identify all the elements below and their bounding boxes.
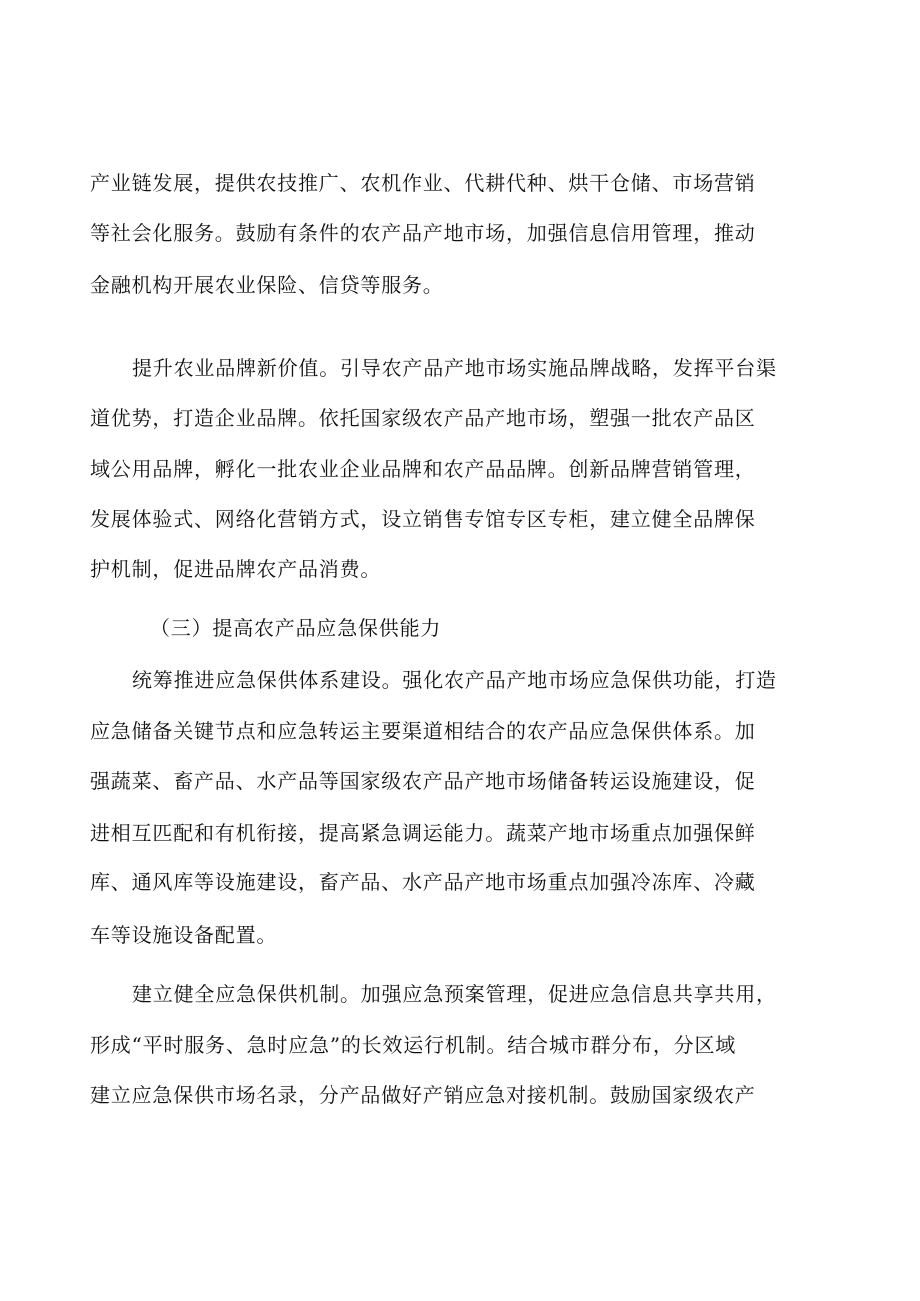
paragraph-4-line-1: 建立健全应急保供机制。加强应急预案管理，促进应急信息共享共用， — [132, 982, 777, 1006]
paragraph-3-line-5: 库、通风库等设施建设，畜产品、水产品产地市场重点加强冷冻库、冷藏 — [90, 870, 756, 894]
paragraph-3-line-3: 强蔬菜、畜产品、水产品等国家级农产品产地市场储备转运设施建设，促 — [90, 769, 756, 793]
paragraph-2-line-5: 护机制，促进品牌农产品消费。 — [90, 557, 382, 581]
paragraph-2-line-3: 域公用品牌，孵化一批农业企业品牌和农产品品牌。创新品牌营销管理， — [90, 457, 756, 481]
paragraph-4-line-3: 建立应急保供市场名录，分产品做好产销应急对接机制。鼓励国家级农产 — [90, 1083, 756, 1107]
paragraph-2-line-1: 提升农业品牌新价值。引导农产品产地市场实施品牌战略，发挥平台渠 — [132, 356, 777, 380]
paragraph-3-line-4: 进相互匹配和有机衔接，提高紧急调运能力。蔬菜产地市场重点加强保鲜 — [90, 821, 756, 845]
paragraph-3-line-2: 应急储备关键节点和应急转运主要渠道相结合的农产品应急保供体系。加 — [90, 719, 756, 743]
paragraph-3-line-1: 统筹推进应急保供体系建设。强化农产品产地市场应急保供功能，打造 — [132, 668, 777, 692]
paragraph-3-line-6: 车等设施设备配置。 — [90, 923, 278, 947]
paragraph-4-line-2: 形成“平时服务、急时应急”的长效运行机制。结合城市群分布，分区域 — [90, 1033, 737, 1057]
paragraph-1-line-2: 等社会化服务。鼓励有条件的农产品产地市场，加强信息信用管理，推动 — [90, 221, 756, 245]
paragraph-2-line-2: 道优势，打造企业品牌。依托国家级农产品产地市场，塑强一批农产品区 — [90, 406, 756, 430]
paragraph-1-line-1: 产业链发展，提供农技推广、农机作业、代耕代种、烘干仓储、市场营销 — [90, 171, 756, 195]
paragraph-1-line-3: 金融机构开展农业保险、信贷等服务。 — [90, 273, 444, 297]
paragraph-2-line-4: 发展体验式、网络化营销方式，设立销售专馆专区专柜，建立健全品牌保 — [90, 507, 756, 531]
section-heading: （三）提高农产品应急保供能力 — [150, 616, 442, 640]
